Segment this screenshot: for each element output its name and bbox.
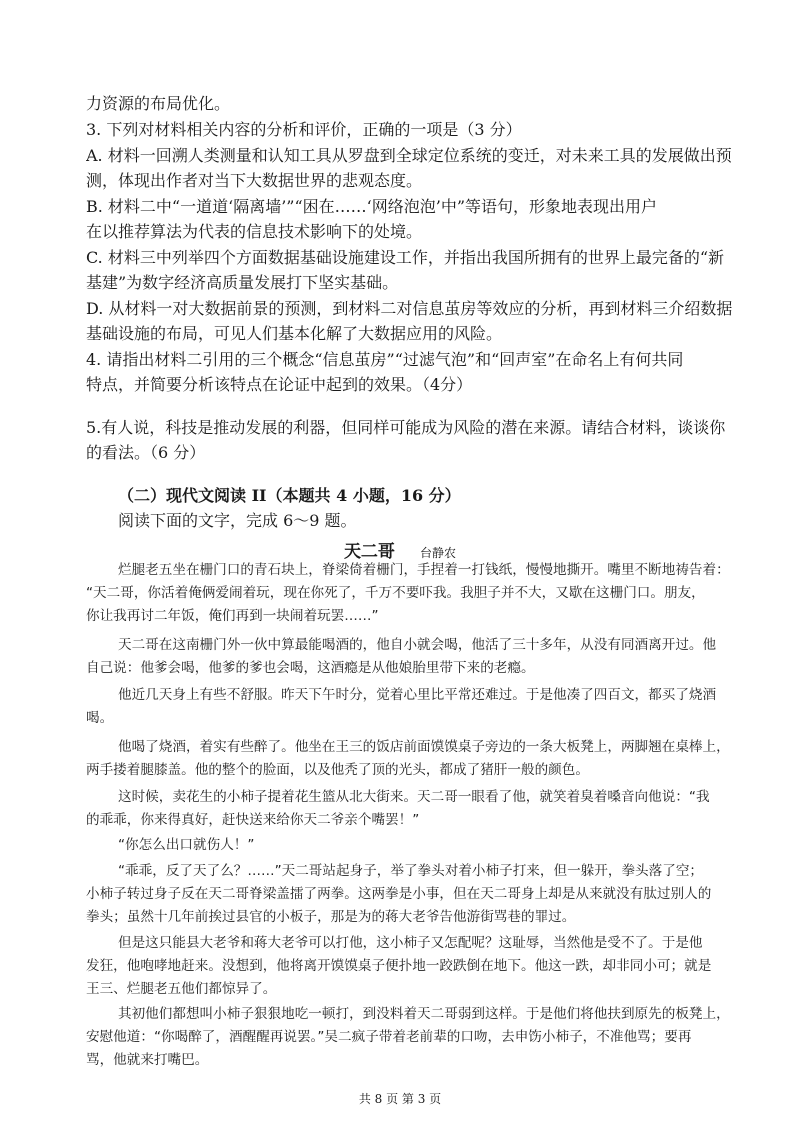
story-line: 烂腿老五坐在栅门口的青石块上，脊梁倚着栅门，手捏着一打钱纸，慢慢地撕开。嘴里不断地祷告着：	[118, 562, 730, 578]
section-heading: （二）现代文阅读 II（本题共 4 小题，16 分）	[118, 486, 461, 505]
story-line: 拳头；虽然十几年前挨过县官的小板子，那是为的蒋大老爷告他游街骂巷的罪过。	[86, 909, 576, 925]
story-line: 的乖乖，你来得真好，赶快送来给你天二爷亲个嘴罢！”	[86, 812, 420, 828]
question-4-line2: 特点，并简要分析该特点在论证中起到的效果。（4分）	[86, 375, 473, 394]
question-5-line2: 的看法。（6 分）	[86, 443, 206, 462]
story-line: 其初他们都想叫小柿子狠狠地吃一顿打，到没料着天二哥弱到这样。于是他们将他扶到原先的板凳上，	[118, 1006, 730, 1022]
story-title-block	[0, 537, 800, 562]
story-line: 安慰他道：“你喝醉了，酒醒醒再说罢。”吴二疯子带着老前辈的口吻，去申饬小柿子，不准他骂；要再	[86, 1029, 692, 1045]
story-author: 台静农	[420, 546, 457, 560]
story-line: 发狂，他咆哮地赶来。没想到，他将离开馍馍桌子便扑地一跤跌倒在地下。他这一跌，却非同小可；就是	[86, 958, 712, 974]
story-line: 天二哥在这南栅门外一伙中算最能喝酒的，他自小就会喝，他活了三十多年，从没有同酒离开过。他	[118, 637, 717, 653]
story-line: “天二哥，你活着俺俩爱闹着玩，现在你死了，千万不要吓我。我胆子并不大，又歇在这栅门口。朋友，	[86, 585, 705, 601]
story-title: 天二哥	[343, 542, 395, 562]
page-footer: 共 8 页 第 3 页	[358, 1092, 442, 1106]
story-line: “乖乖，反了天了么？……”天二哥站起身子，举了拳头对着小柿子打来，但一躲开，拳头落了空；	[118, 863, 704, 879]
option-a-line1: A. 材料一回溯人类测量和认知工具从罗盘到全球定位系统的变迁，对未来工具的发展做出预	[86, 146, 732, 165]
story-line: 这时候，卖花生的小柿子提着花生篮从北大街来。天二哥一眼看了他，就笑着臭着嗓音向他说：“我	[118, 789, 710, 805]
story-line: 你让我再讨二年饭，俺们再到一块闹着玩罢……”	[86, 608, 379, 624]
question-5-line1: 5.有人说，科技是推动发展的利器，但同样可能成为风险的潜在来源。请结合材料，谈谈你	[86, 418, 726, 437]
option-d-line1: D. 从材料一对大数据前景的预测，到材料二对信息茧房等效应的分析，再到材料三介绍数据	[86, 299, 733, 318]
story-line: 两手搂着腿膝盖。他的整个的脸面，以及他秃了顶的光头，都成了猪肝一般的颜色。	[86, 762, 589, 778]
story-line: 他近几天身上有些不舒服。昨天下午时分，觉着心里比平常还难过。于是他凑了四百文，都买了烧酒	[118, 687, 717, 703]
option-d-line2: 基础设施的布局，可见人们基本化解了大数据应用的风险。	[86, 324, 503, 343]
story-line: 他喝了烧酒，着实有些醉了。他坐在王三的饭店前面馍馍桌子旁边的一条大板凳上，两脚翘在桌棒上，	[118, 739, 730, 755]
section-instruction: 阅读下面的文字，完成 6～9 题。	[118, 511, 357, 530]
story-line: 自己说：他爹会喝，他爹的爹也会喝，这酒瘾是从他娘胎里带下来的老瘾。	[86, 660, 535, 676]
story-line: 喝。	[86, 710, 114, 726]
option-c-line2: 基建”为数字经济高质量发展打下坚实基础。	[86, 273, 399, 292]
option-a-line2: 测，体现出作者对当下大数据世界的悲观态度。	[86, 171, 423, 190]
story-line: 王三、烂腿老五他们都惊异了。	[86, 981, 277, 997]
option-c-line1: C. 材料三中列举四个方面数据基础设施建设工作，并指出我国所拥有的世界上最完备的“新	[86, 248, 725, 267]
story-line: 但是这只能县大老爷和蒋大老爷可以打他，这小柿子又怎配呢？这耻辱，当然他是受不了。于是他	[118, 935, 703, 951]
story-line: “你怎么出口就伤人！”	[118, 837, 255, 853]
question-3: 3. 下列对材料相关内容的分析和评价，正确的一项是（3 分）	[86, 120, 522, 139]
option-b-line2: 在以推荐算法为代表的信息技术影响下的处境。	[86, 222, 423, 241]
question-4-line1: 4. 请指出材料二引用的三个概念“信息茧房”“过滤气泡”和“回声室”在命名上有何共同	[86, 350, 684, 369]
story-line: 小柿子转过身子反在天二哥脊梁盖擂了两拳。这两拳是小事，但在天二哥身上却是从来就没有肽过别人的	[86, 886, 712, 902]
story-line: 骂，他就来打嘴巴。	[86, 1052, 209, 1068]
text-line: 力资源的布局优化。	[86, 94, 231, 113]
option-b-line1: B. 材料二中“一道道‘隔离墙’”“困在……‘网络泡泡’中”等语句，形象地表现出用户	[86, 197, 657, 216]
